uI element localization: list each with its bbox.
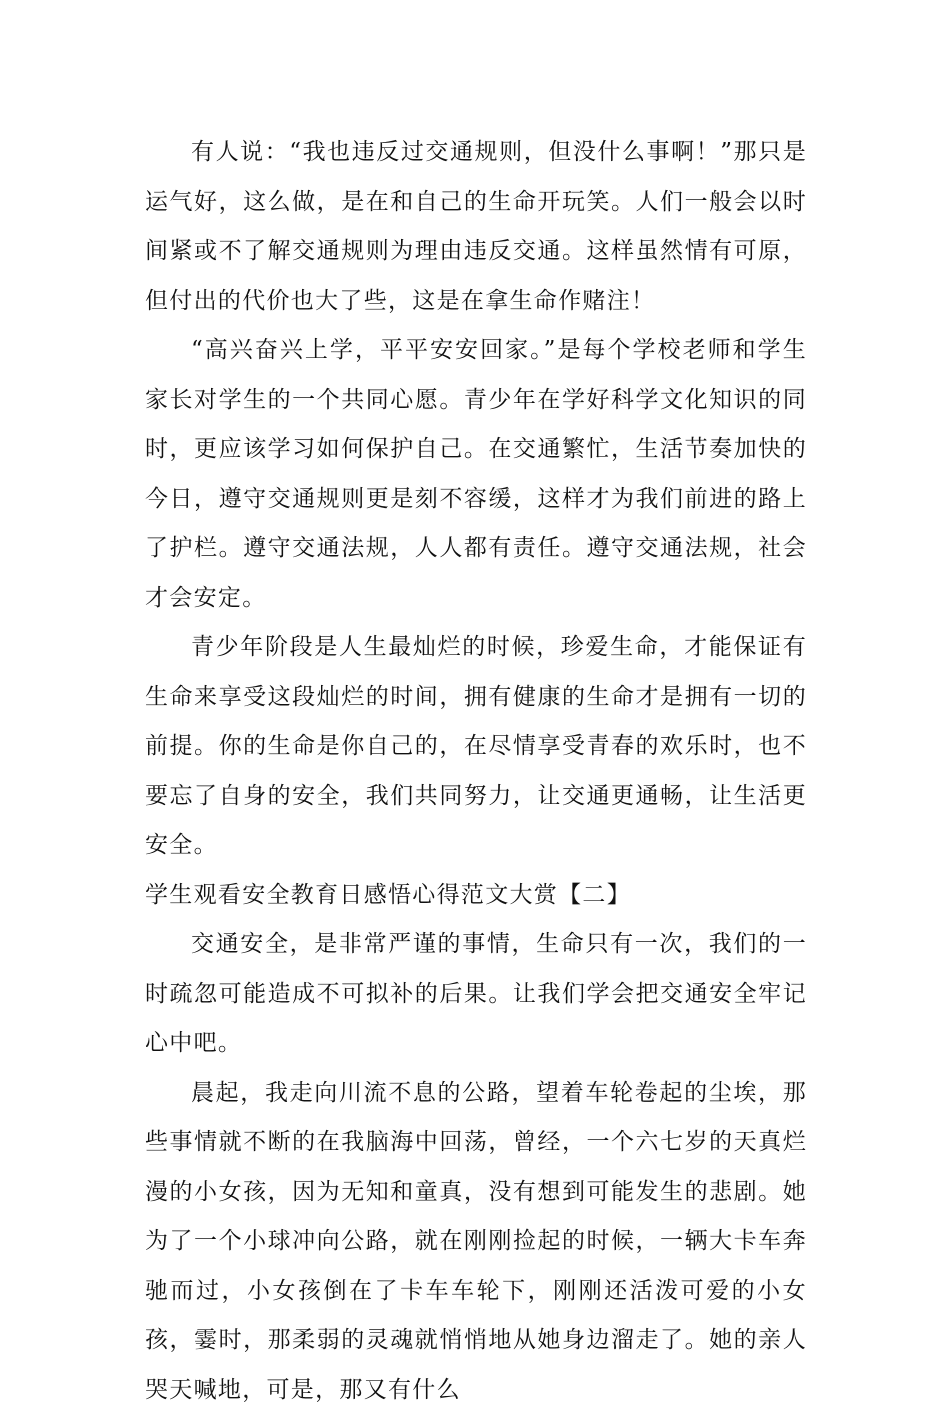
paragraph-1: 有人说：“我也违反过交通规则，但没什么事啊！”那只是运气好，这么做，是在和自己的生命开玩笑。人们一般会以时间紧或不了解交通规则为理由违反交通。这样虽然情有可原，但付出的代价也大了些，这是在拿生命作赌注！ bbox=[145, 128, 807, 326]
paragraph-3: 青少年阶段是人生最灿烂的时候，珍爱生命，才能保证有生命来享受这段灿烂的时间，拥有健康的生命才是拥有一切的前提。你的生命是你自己的，在尽情享受青春的欢乐时，也不要忘了自身的安全，我们共同努力，让交通更通畅，让生活更安全。 bbox=[145, 623, 807, 871]
paragraph-2: “高兴奋兴上学，平平安安回家。”是每个学校老师和学生家长对学生的一个共同心愿。青少年在学好科学文化知识的同时，更应该学习如何保护自己。在交通繁忙，生活节奏加快的今日，遵守交通规则更是刻不容缓，这样才为我们前进的路上了护栏。遵守交通法规，人人都有责任。遵守交通法规，社会才会安定。 bbox=[145, 326, 807, 623]
section-paragraph-2: 晨起，我走向川流不息的公路，望着车轮卷起的尘埃，那些事情就不断的在我脑海中回荡，曾经，一个六七岁的天真烂漫的小女孩，因为无知和童真，没有想到可能发生的悲剧。她为了一个小球冲向公路，就在刚刚捡起的时候，一辆大卡车奔驰而过，小女孩倒在了卡车车轮下，刚刚还活泼可爱的小女孩，霎时，那柔弱的灵魂就悄悄地从她身边溜走了。她的亲人哭天喊地，可是，那又有什么 bbox=[145, 1069, 807, 1415]
section-heading: 学生观看安全教育日感悟心得范文大赏【二】 bbox=[145, 871, 807, 921]
section-paragraph-1: 交通安全，是非常严谨的事情，生命只有一次，我们的一时疏忽可能造成不可拟补的后果。让我们学会把交通安全牢记心中吧。 bbox=[145, 920, 807, 1069]
document-body bbox=[145, 128, 807, 1415]
